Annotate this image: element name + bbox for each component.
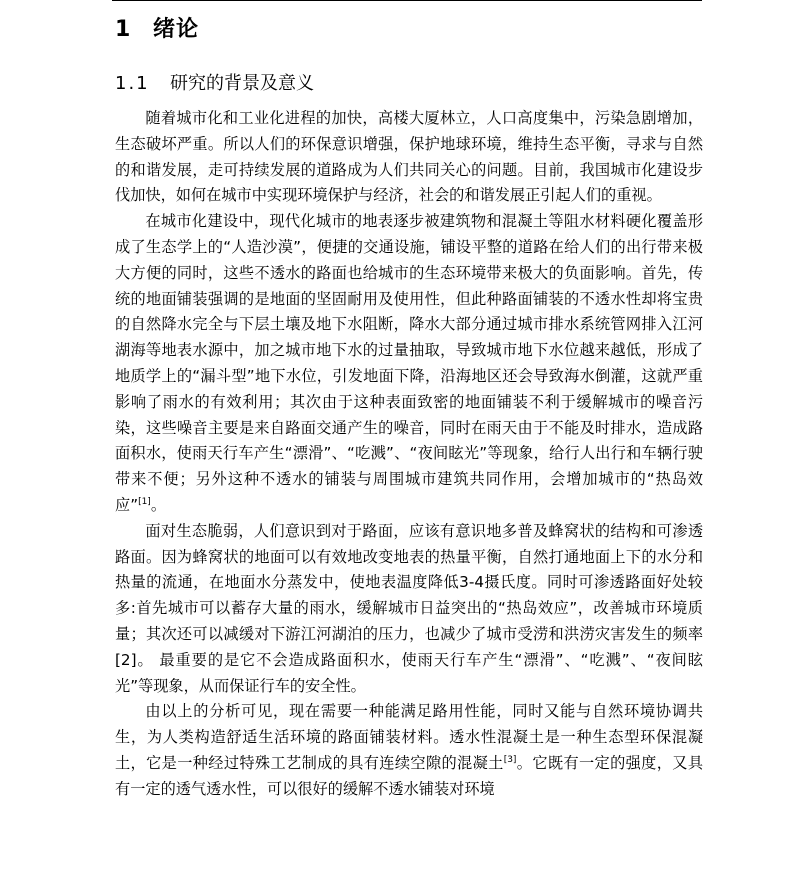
chapter-title-text: 绪论	[153, 17, 200, 42]
paragraph-text: 随着城市化和工业化进程的加快，高楼大厦林立，人口高度集中，污染急剧增加，生态破坏严重。所以人们的环保意识增强，保护地球环境，维持生态平衡，寻求与自然的和谐发展，走可持续发展的道路成为人们共同关心的问题。目前，我国城市化建设步伐加快，如何在城市中实现环境保护与经济，社会的和谐发展正引起人们的重视。	[115, 109, 703, 205]
paragraph-text: 由以上的分析可见，现在需要一种能满足路用性能，同时又能与自然环境协调共生，为人类构造舒适生活环境的路面铺装材料。透水性混凝土是一种生态型环保混凝土，它是一种经过特殊工艺制成的具有连续空隙的混凝土	[115, 702, 703, 772]
citation-ref[interactable]: [3]	[503, 754, 517, 765]
section-number: 1.1	[115, 73, 150, 94]
body-text	[115, 106, 703, 803]
paragraph-tail: 。它既有一定的强度，又具有一定的透气透水性，可以很好的缓解不透水铺装对环境	[115, 753, 704, 798]
paragraph-tail: 。	[150, 495, 166, 514]
paragraph	[115, 699, 703, 802]
section-title-text: 研究的背景及意义	[170, 73, 314, 94]
paragraph-text: 在城市化建设中，现代化城市的地表逐步被建筑物和混凝土等阻水材料硬化覆盖形成了生态学上的“人造沙漠”，便捷的交通设施，铺设平整的道路在给人们的出行带来极大方便的同时，这些不透水的路面也给城市的生态环境带来极大的负面影响。首先，传统的地面铺装强调的是地面的坚固耐用及使用性，但此种路面铺装的不透水性却将宝贵的自然降水完全与下层土壤及地下水阻断，降水大部分通过城市排水系统管网排入江河湖海等地表水源中，加之城市地下水的过量抽取，导致城市地下水位越来越低，形成了地质学上的“漏斗型”地下水位，引发地面下降，沿海地区还会导致海水倒灌，这就严重影响了雨水的有效利用；其次由于这种表面致密的地面铺装不利于缓解城市的噪音污染，这些噪音主要是来自路面交通产生的噪音，同时在雨天由于不能及时排水，造成路面积水，使雨天行车产生“漂滑”、“吃溅”、“夜间眩光”等现象，给行人出行和车辆行驶带来不便；另外这种不透水的铺装与周围城市建筑共同作用，会增加城市的“热岛效应”	[115, 212, 703, 514]
citation-ref[interactable]: [1]	[138, 496, 151, 507]
header-rule	[112, 0, 702, 1]
section-heading	[115, 69, 314, 95]
chapter-heading	[115, 12, 199, 43]
paragraph	[115, 106, 703, 209]
chapter-number: 1	[115, 17, 132, 42]
paragraph	[115, 519, 703, 700]
paragraph	[115, 209, 703, 519]
paragraph-text: 面对生态脆弱，人们意识到对于路面，应该有意识地多普及蜂窝状的结构和可渗透路面。因为蜂窝状的地面可以有效地改变地表的热量平衡，自然打通地面上下的水分和热量的流通，在地面水分蒸发中，使地表温度降低3-4摄氏度。同时可渗透路面好处较多:首先城市可以蓄存大量的雨水，缓解城市日益突出的“热岛效应”，改善城市环境质量；其次还可以减缓对下游江河湖泊的压力，也减少了城市受涝和洪涝灾害发生的频率[2]。 最重要的是它不会造成路面积水，使雨天行车产生“漂滑”、“吃溅”、“夜间眩光”等现象，从而保证行车的安全性。	[115, 521, 703, 695]
